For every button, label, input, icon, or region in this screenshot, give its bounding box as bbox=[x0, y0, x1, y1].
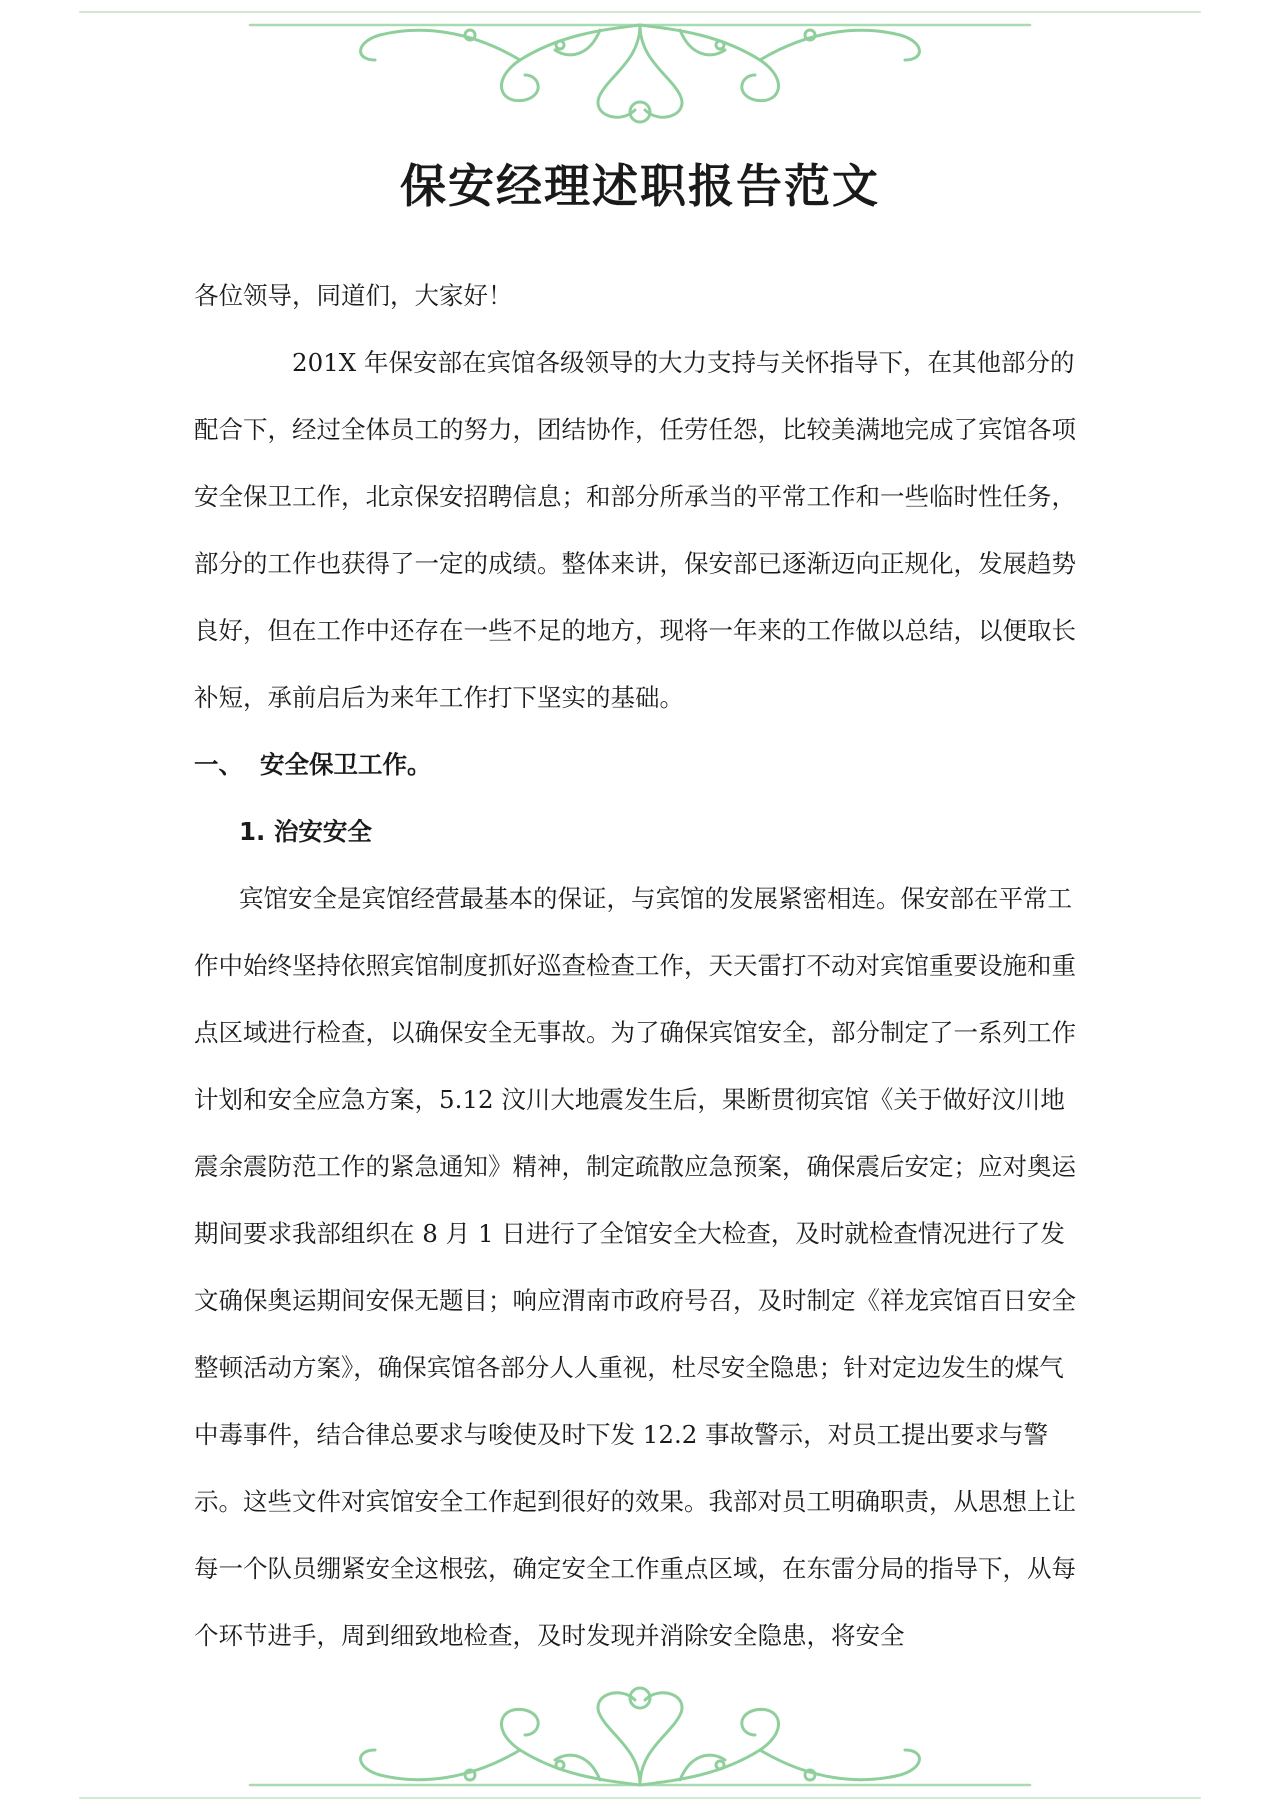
section-heading bbox=[194, 731, 1086, 798]
document-body bbox=[194, 262, 1086, 1669]
greeting: 各位领导，同道们，大家好！ bbox=[194, 281, 513, 310]
bottom-floral-ornament bbox=[0, 1680, 1280, 1810]
section-number: 一、 bbox=[194, 750, 243, 779]
body-paragraph: 宾馆安全是宾馆经营最基本的保证，与宾馆的发展紧密相连。保安部在平常工作中始终坚持依照宾馆制度抓好巡查检查工作，天天雷打不动对宾馆重要设施和重点区域进行检查，以确保安全无事故。为了确保宾馆安全，部分制定了一系列工作计划和安全应急方案，5.12 汶川大地震发生后，果断贯彻宾馆《关于做好汶川地震余震防范工作的紧急通知》精神，制定疏散应急预案，确保震后安定；应对奥运期间要求我部组织在 8 月 1 日进行了全馆安全大检查，及时就检查情况进行了发文确保奥运期间安保无题目；响应渭南市政府号召，及时制定《祥龙宾馆百日安全整顿活动方案》，确保宾馆各部分人人重视，杜尽安全隐患；针对定边发生的煤气中毒事件，结合律总要求与唆使及时下发 12.2 事故警示，对员工提出要求与警示。这些文件对宾馆安全工作起到很好的效果。我部对员工明确职责，从思想上让每一个队员绷紧安全这根弦，确定安全工作重点区域，在东雷分局的指导下，从每个环节进手，周到细致地检查，及时发现并消除安全隐患，将安全 bbox=[194, 884, 1076, 1650]
intro-paragraph: 201X 年保安部在宾馆各级领导的大力支持与关怀指导下，在其他部分的配合下，经过全体员工的努力，团结协作，任劳任怨，比较美满地完成了宾馆各项安全保卫工作，北京保安招聘信息；和部分所承当的平常工作和一些临时性任务，部分的工作也获得了一定的成绩。整体来讲，保安部已逐渐迈向正规化，发展趋势良好，但在工作中还存在一些不足的地方，现将一年来的工作做以总结，以便取长补短，承前启后为来年工作打下坚实的基础。 bbox=[194, 348, 1076, 712]
document-title: 保安经理述职报告范文 bbox=[400, 159, 880, 213]
top-floral-ornament bbox=[0, 0, 1280, 130]
subsection-heading: 1. 治安安全 bbox=[239, 817, 372, 846]
section-title: 安全保卫工作。 bbox=[260, 750, 432, 779]
